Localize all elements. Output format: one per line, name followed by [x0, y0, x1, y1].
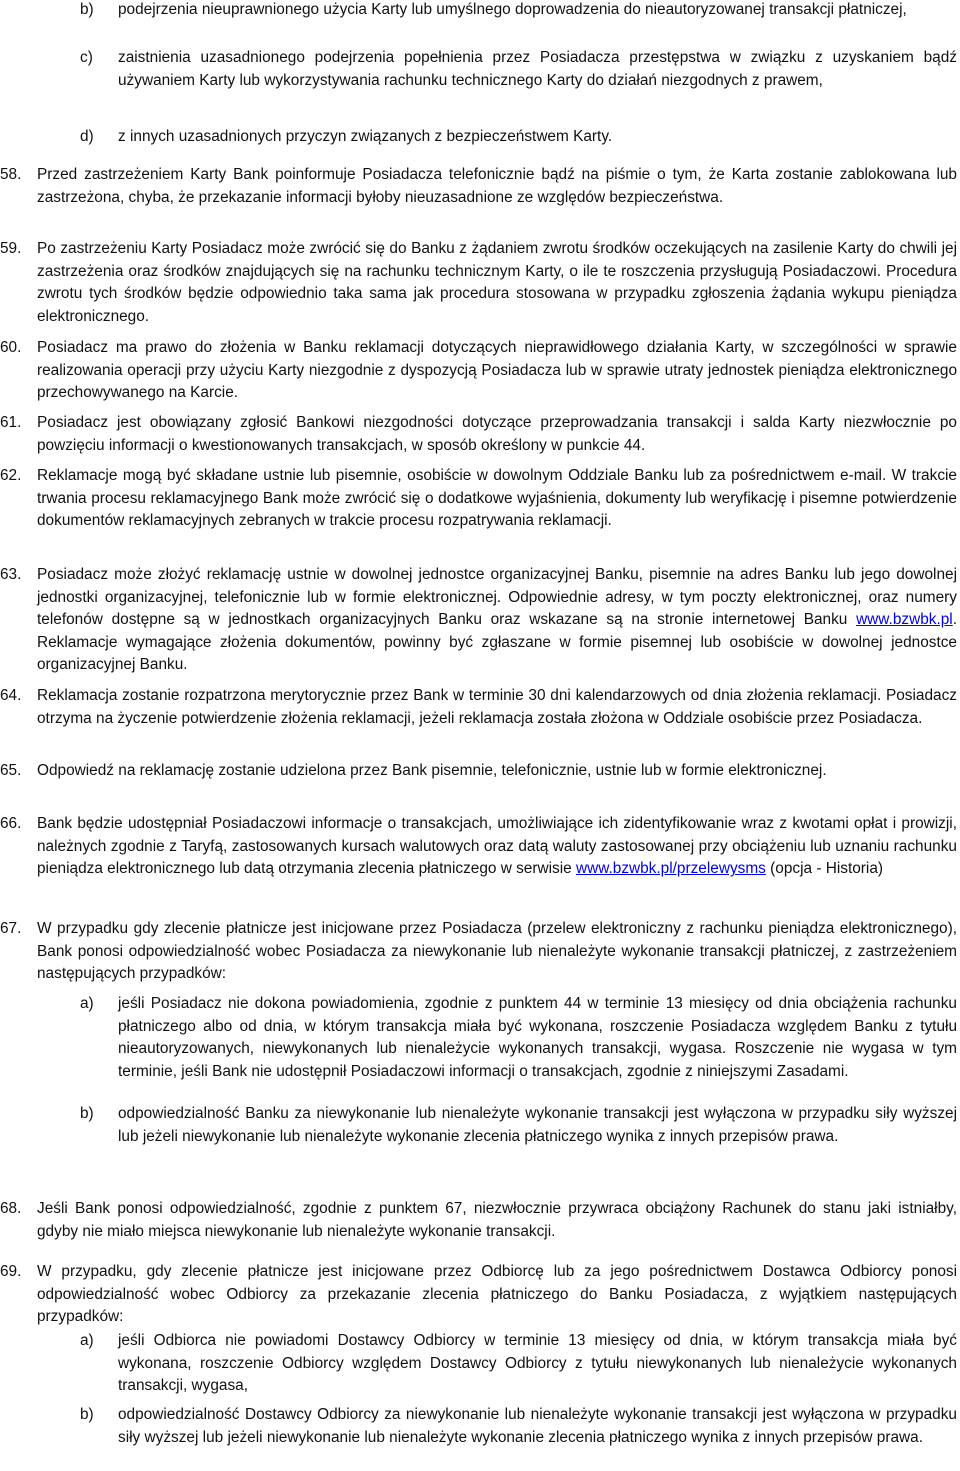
- item-text: [118, 47, 957, 92]
- sub-item: [80, 1103, 957, 1148]
- sub-item: [80, 993, 957, 1083]
- sub-item: [80, 126, 957, 149]
- text-segment: Jeśli Bank ponosi odpowiedzialność, zgodnie z punktem 67, niezwłocznie przywraca obciążony Rachunek do stanu jaki istniałby, gdyby nie miało miejsca niewykonanie lub nienależyte wykonanie transakcji.: [37, 1200, 957, 1240]
- text-segment: odpowiedzialność Dostawcy Odbiorcy za niewykonanie lub nienależyte wykonanie transakcji jest wyłączona w przypadku siły wyższej lub jeżeli niewykonanie lub nienależyte wykonanie zlecenia płatniczego wynika z innych przepisów prawa.: [118, 1406, 957, 1446]
- text-segment: Reklamacja zostanie rozpatrzona merytorycznie przez Bank w terminie 30 dni kalendarzowych od dnia złożenia reklamacji. Posiadacz otrzyma na życzenie potwierdzenie złożenia reklamacji, jeżeli reklamacja została złożona w Oddziale osobiście przez Posiadacza.: [37, 687, 957, 727]
- item-text: [118, 1404, 957, 1449]
- item-label: 68.: [0, 1200, 22, 1217]
- numbered-paragraph: [0, 760, 957, 783]
- numbered-paragraph: [0, 1261, 957, 1329]
- item-label: d): [80, 128, 94, 145]
- numbered-paragraph: [0, 813, 957, 881]
- url-link[interactable]: www.bzwbk.pl: [856, 611, 953, 629]
- text-segment: Przed zastrzeżeniem Karty Bank poinformuje Posiadacza telefonicznie bądź na piśmie o tym, że Karta zostanie zablokowana lub zastrzeżona, chyba, że przekazanie informacji byłoby nieuzasadnione ze względów bezpieczeństwa.: [37, 166, 957, 206]
- item-text: [37, 412, 957, 457]
- item-text: [37, 465, 957, 533]
- sub-item: [80, 0, 957, 22]
- text-segment: . Reklamacje wymagające złożenia dokumentów, powinny być zgłaszane w formie pisemnej lub osobiście w dowolnej jednostce organizacyjnej Banku.: [37, 611, 957, 674]
- item-text: [37, 1261, 957, 1329]
- item-text: [37, 337, 957, 405]
- item-label: c): [80, 49, 93, 66]
- item-label: 62.: [0, 467, 22, 484]
- text-segment: z innych uzasadnionych przyczyn związanych z bezpieczeństwem Karty.: [118, 128, 613, 145]
- text-segment: jeśli Odbiorca nie powiadomi Dostawcy Odbiorcy w terminie 13 miesięcy od dnia, w którym transakcja miała być wykonana, roszczenie Odbiorcy względem Dostawcy Odbiorcy z tytułu niewykonanych lub nienależycie wykonanych transakcji, wygasa,: [118, 1332, 957, 1395]
- item-label: 58.: [0, 166, 22, 183]
- item-text: [118, 0, 957, 22]
- sub-item: [80, 1404, 957, 1449]
- item-text: [37, 918, 957, 986]
- numbered-paragraph: [0, 412, 957, 457]
- item-label: 64.: [0, 687, 22, 704]
- text-segment: Posiadacz ma prawo do złożenia w Banku reklamacji dotyczących nieprawidłowego działania Karty, w szczególności w sprawie realizowania operacji przy użyciu Karty niezgodnie z dyspozycją Posiadacza lub w sprawie utraty jednostek pieniądza elektronicznego przechowywanego na Karcie.: [37, 339, 957, 402]
- sub-item: [80, 47, 957, 92]
- item-label: a): [80, 995, 94, 1012]
- item-text: [118, 993, 957, 1083]
- item-text: [37, 238, 957, 328]
- numbered-paragraph: [0, 1198, 957, 1243]
- item-label: b): [80, 1, 94, 18]
- text-segment: jeśli Posiadacz nie dokona powiadomienia, zgodnie z punktem 44 w terminie 13 miesięcy od dnia obciążenia rachunku płatniczego albo od dnia, w którym transakcja miała być wykonana, roszczenie Posiadacza względem Banku z tytułu nieautoryzowanych, niewykonanych lub nienależycie wykonanych transakcji, wygasa. Roszczenie nie wygasa w tym terminie, jeśli Bank nie udostępnił Posiadaczowi informacji o transakcjach, zgodnie z niniejszymi Zasadami.: [118, 995, 957, 1080]
- numbered-paragraph: [0, 564, 957, 677]
- item-label: 67.: [0, 920, 22, 937]
- item-label: 63.: [0, 566, 22, 583]
- numbered-paragraph: [0, 238, 957, 328]
- text-segment: odpowiedzialność Banku za niewykonanie lub nienależyte wykonanie transakcji jest wyłączona w przypadku siły wyższej lub jeżeli niewykonanie lub nienależyte wykonanie zlecenia płatniczego wynika z innych przepisów prawa.: [118, 1105, 957, 1145]
- item-text: [118, 1103, 957, 1148]
- url-link[interactable]: www.bzwbk.pl/przelewysms: [575, 860, 766, 878]
- text-segment: zaistnienia uzasadnionego podejrzenia popełnienia przez Posiadacza przestępstwa w związku z uzyskaniem bądź używaniem Karty lub wykorzystywania rachunku technicznego Karty do działań niezgodnych z prawem,: [118, 49, 957, 89]
- numbered-paragraph: [0, 465, 957, 533]
- item-text: [37, 685, 957, 730]
- text-segment: podejrzenia nieuprawnionego użycia Karty lub umyślnego doprowadzenia do nieautoryzowanej transakcji płatniczej,: [118, 1, 907, 18]
- item-text: [118, 126, 957, 149]
- item-text: [118, 1330, 957, 1398]
- item-label: 59.: [0, 240, 22, 257]
- item-label: 61.: [0, 414, 22, 431]
- item-text: [37, 1198, 957, 1243]
- numbered-paragraph: [0, 337, 957, 405]
- item-label: b): [80, 1406, 94, 1423]
- item-text: [37, 813, 957, 881]
- item-label: a): [80, 1332, 94, 1349]
- item-text: [37, 760, 957, 783]
- item-label: 60.: [0, 339, 22, 356]
- item-label: 65.: [0, 762, 22, 779]
- item-label: 69.: [0, 1263, 22, 1280]
- text-segment: W przypadku, gdy zlecenie płatnicze jest inicjowane przez Odbiorcę lub za jego pośrednictwem Dostawca Odbiorcy ponosi odpowiedzialność wobec Odbiorcy za przekazanie zlecenia płatniczego do Banku Posiadacza, z wyjątkiem następujących przypadków:: [37, 1263, 957, 1326]
- text-segment: Po zastrzeżeniu Karty Posiadacz może zwrócić się do Banku z żądaniem zwrotu środków oczekujących na zasilenie Karty do chwili jej zastrzeżenia oraz środków znajdujących się na rachunku technicznym Karty, o ile te roszczenia przysługują Posiadaczowi. Procedura zwrotu tych środków będzie odpowiednio taka sama jak procedura stosowana w przypadku zgłoszenia żądania wykupu pieniądza elektronicznego.: [37, 240, 957, 325]
- text-segment: Odpowiedź na reklamację zostanie udzielona przez Bank pisemnie, telefonicznie, ustnie lub w formie elektronicznej.: [37, 762, 827, 779]
- text-segment: Bank będzie udostępniał Posiadaczowi informacje o transakcjach, umożliwiające ich zidentyfikowanie wraz z kwotami opłat i prowizji, należnych zgodnie z Taryfą, zastosowanych kursach walutowych oraz datą waluty zastosowanej przy obciążeniu lub uznaniu rachunku pieniądza elektronicznego lub datą otrzymania zlecenia płatniczego w serwisie: [37, 815, 957, 878]
- numbered-paragraph: [0, 918, 957, 986]
- item-label: 66.: [0, 815, 22, 832]
- numbered-paragraph: [0, 685, 957, 730]
- text-segment: Posiadacz jest obowiązany zgłosić Bankowi niezgodności dotyczące przeprowadzania transakcji i salda Karty niezwłocznie po powzięciu informacji o kwestionowanych transakcjach, w sposób określony w punkcie 44.: [37, 414, 957, 454]
- text-segment: W przypadku gdy zlecenie płatnicze jest inicjowane przez Posiadacza (przelew elektroniczny z rachunku pieniądza elektronicznego), Bank ponosi odpowiedzialność wobec Posiadacza za niewykonanie lub nienależyte wykonanie transakcji płatniczej, z zastrzeżeniem następujących przypadków:: [37, 920, 957, 983]
- item-label: b): [80, 1105, 94, 1122]
- item-text: [37, 564, 957, 677]
- sub-item: [80, 1330, 957, 1398]
- text-segment: (opcja - Historia): [765, 860, 884, 878]
- text-segment: Reklamacje mogą być składane ustnie lub pisemnie, osobiście w dowolnym Oddziale Banku lub za pośrednictwem e-mail. W trakcie trwania procesu reklamacyjnego Bank może zwrócić się o dodatkowe wyjaśnienia, dokumenty lub weryfikację i pisemne potwierdzenie dokumentów reklamacyjnych zebranych w trakcie procesu rozpatrywania reklamacji.: [37, 467, 957, 530]
- numbered-paragraph: [0, 164, 957, 209]
- text-segment: Posiadacz może złożyć reklamację ustnie w dowolnej jednostce organizacyjnej Banku, pisemnie na adres Banku lub jego dowolnej jednostki organizacyjnej, telefonicznie lub w formie elektronicznej. Odpowiednie adresy, w tym poczty elektronicznej, oraz numery telefonów dostępne są w jednostkach organizacyjnych Banku oraz wskazane są na stronie internetowej Banku: [37, 566, 957, 629]
- item-text: [37, 164, 957, 209]
